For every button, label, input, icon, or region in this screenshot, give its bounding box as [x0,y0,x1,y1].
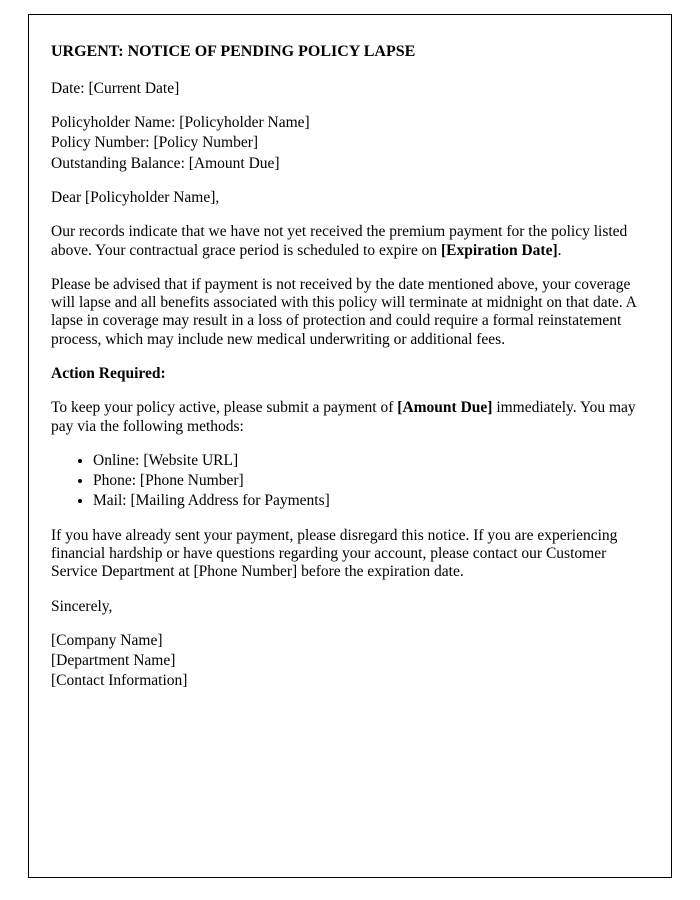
amount-due-placeholder: [Amount Due] [397,399,493,417]
payment-methods-list [51,452,649,511]
policy-number-line: Policy Number: [Policy Number] [51,134,259,152]
paragraph-lapse-warning: Please be advised that if payment is not received by the date mentioned above, your coverage will lapse and all benefits associated with this policy will terminate at midnight on that date. A lapse in coverage may result in a loss of protection and could require a formal reinstatement process, which may include new medical underwriting or additional fees. [51,275,637,348]
payment-method-mail: • Mail: [Mailing Address for Payments] [93,492,649,510]
department-name-line: [Department Name] [51,652,176,670]
letter-page [28,14,672,878]
letter-title: URGENT: NOTICE OF PENDING POLICY LAPSE [51,43,416,60]
outstanding-balance-line: Outstanding Balance: [Amount Due] [51,154,280,172]
paragraph-grace-period-end: . [557,241,562,259]
signature-block [51,632,649,691]
company-name-line: [Company Name] [51,631,163,649]
payment-method-online: • Online: [Website URL] [93,452,649,470]
payment-method-phone: • Phone: [Phone Number] [93,472,649,490]
paragraph-grace-period [51,223,649,260]
action-required-heading: Action Required: [51,364,166,382]
closing-line: Sincerely, [51,597,113,615]
paragraph-payment-instructions [51,399,649,436]
paragraph-disregard-notice: If you have already sent your payment, please disregard this notice. If you are experiencing financial hardship or have questions regarding your account, please contact our Customer Service Department at [Phone Number] before the expiration date. [51,526,618,581]
paragraph-payment-end: immediately. You may pay via the following methods: [51,399,636,435]
contact-information-line: [Contact Information] [51,672,188,690]
expiration-date-placeholder: [Expiration Date] [440,241,558,259]
paragraph-grace-period-text: Our records indicate that we have not yet received the premium payment for the policy listed above. Your contractual grace period is scheduled to expire on [51,223,628,259]
policy-info-block [51,114,649,173]
policyholder-name-line: Policyholder Name: [Policyholder Name] [51,114,310,132]
paragraph-payment-text: To keep your policy active, please submit a payment of [51,399,398,417]
date-line: Date: [Current Date] [51,79,180,97]
salutation-line: Dear [Policyholder Name], [51,189,220,206]
